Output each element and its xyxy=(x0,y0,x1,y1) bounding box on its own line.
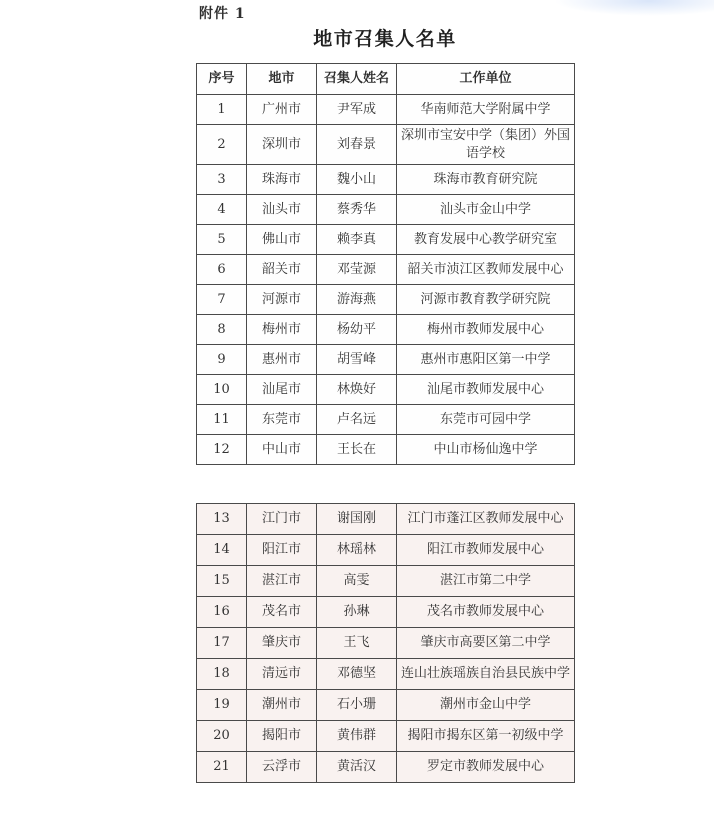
table-row xyxy=(197,690,575,721)
cell-unit: 惠州市惠阳区第一中学 xyxy=(397,345,575,375)
cell-name: 林焕好 xyxy=(317,375,397,405)
cell-city: 清远市 xyxy=(247,659,317,690)
cell-no: 17 xyxy=(197,628,247,659)
table-header-row xyxy=(197,64,575,95)
cell-unit: 汕头市金山中学 xyxy=(397,195,575,225)
header-cell-no: 序号 xyxy=(197,64,247,95)
cell-name: 卢名远 xyxy=(317,405,397,435)
cell-name: 刘春景 xyxy=(317,125,397,165)
cell-unit: 潮州市金山中学 xyxy=(397,690,575,721)
cell-unit: 华南师范大学附属中学 xyxy=(397,95,575,125)
cell-name: 杨幼平 xyxy=(317,315,397,345)
cell-no: 6 xyxy=(197,255,247,285)
cell-no: 16 xyxy=(197,597,247,628)
table-row xyxy=(197,125,575,165)
cell-unit: 河源市教育教学研究院 xyxy=(397,285,575,315)
cell-unit: 中山市杨仙逸中学 xyxy=(397,435,575,465)
table-row xyxy=(197,255,575,285)
cell-no: 19 xyxy=(197,690,247,721)
cell-unit: 梅州市教师发展中心 xyxy=(397,315,575,345)
table-row xyxy=(197,195,575,225)
table-row xyxy=(197,345,575,375)
cell-city: 阳江市 xyxy=(247,535,317,566)
cell-no: 8 xyxy=(197,315,247,345)
header-cell-name: 召集人姓名 xyxy=(317,64,397,95)
cell-city: 韶关市 xyxy=(247,255,317,285)
cell-no: 4 xyxy=(197,195,247,225)
cell-city: 河源市 xyxy=(247,285,317,315)
cell-name: 邓德坚 xyxy=(317,659,397,690)
cell-no: 14 xyxy=(197,535,247,566)
cell-unit: 罗定市教师发展中心 xyxy=(397,752,575,783)
cell-unit: 深圳市宝安中学（集团）外国语学校 xyxy=(397,125,575,165)
cell-name: 谢国刚 xyxy=(317,504,397,535)
cell-city: 肇庆市 xyxy=(247,628,317,659)
cell-city: 揭阳市 xyxy=(247,721,317,752)
cell-name: 魏小山 xyxy=(317,165,397,195)
cell-name: 林瑶林 xyxy=(317,535,397,566)
cell-city: 东莞市 xyxy=(247,405,317,435)
cell-city: 广州市 xyxy=(247,95,317,125)
table-row xyxy=(197,165,575,195)
cell-city: 汕头市 xyxy=(247,195,317,225)
convener-table-section-2 xyxy=(196,503,575,783)
table-row xyxy=(197,504,575,535)
table-row xyxy=(197,535,575,566)
cell-no: 15 xyxy=(197,566,247,597)
page-title: 地市召集人名单 xyxy=(313,28,457,50)
cell-no: 11 xyxy=(197,405,247,435)
cell-name: 胡雪峰 xyxy=(317,345,397,375)
table-row xyxy=(197,315,575,345)
cell-city: 中山市 xyxy=(247,435,317,465)
cell-no: 5 xyxy=(197,225,247,255)
cell-no: 12 xyxy=(197,435,247,465)
cell-city: 佛山市 xyxy=(247,225,317,255)
table-row xyxy=(197,435,575,465)
cell-no: 21 xyxy=(197,752,247,783)
cell-unit: 教育发展中心教学研究室 xyxy=(397,225,575,255)
cell-name: 王长在 xyxy=(317,435,397,465)
cell-unit: 湛江市第二中学 xyxy=(397,566,575,597)
cell-no: 7 xyxy=(197,285,247,315)
cell-unit: 肇庆市高要区第二中学 xyxy=(397,628,575,659)
cell-city: 梅州市 xyxy=(247,315,317,345)
header-cell-unit: 工作单位 xyxy=(397,64,575,95)
table-row xyxy=(197,566,575,597)
cell-name: 赖李真 xyxy=(317,225,397,255)
cell-no: 18 xyxy=(197,659,247,690)
cell-name: 石小珊 xyxy=(317,690,397,721)
header-cell-city: 地市 xyxy=(247,64,317,95)
table-row xyxy=(197,721,575,752)
attachment-label: 附件 1 xyxy=(199,6,246,22)
cell-city: 江门市 xyxy=(247,504,317,535)
cell-name: 黄活汉 xyxy=(317,752,397,783)
cell-unit: 连山壮族瑶族自治县民族中学 xyxy=(397,659,575,690)
cell-no: 3 xyxy=(197,165,247,195)
cell-city: 珠海市 xyxy=(247,165,317,195)
convener-table-section-1 xyxy=(196,63,575,465)
table-row xyxy=(197,659,575,690)
cell-unit: 江门市蓬江区教师发展中心 xyxy=(397,504,575,535)
cell-no: 20 xyxy=(197,721,247,752)
cell-name: 邓莹源 xyxy=(317,255,397,285)
scan-artifact xyxy=(554,0,714,16)
cell-no: 13 xyxy=(197,504,247,535)
cell-unit: 汕尾市教师发展中心 xyxy=(397,375,575,405)
cell-city: 潮州市 xyxy=(247,690,317,721)
cell-city: 汕尾市 xyxy=(247,375,317,405)
cell-name: 高雯 xyxy=(317,566,397,597)
table-row xyxy=(197,752,575,783)
cell-city: 茂名市 xyxy=(247,597,317,628)
table-row xyxy=(197,405,575,435)
table-row xyxy=(197,285,575,315)
cell-name: 王飞 xyxy=(317,628,397,659)
cell-unit: 韶关市浈江区教师发展中心 xyxy=(397,255,575,285)
cell-unit: 珠海市教育研究院 xyxy=(397,165,575,195)
table-row xyxy=(197,95,575,125)
cell-no: 9 xyxy=(197,345,247,375)
cell-unit: 阳江市教师发展中心 xyxy=(397,535,575,566)
cell-name: 尹军成 xyxy=(317,95,397,125)
table-row xyxy=(197,375,575,405)
cell-name: 孙琳 xyxy=(317,597,397,628)
cell-no: 10 xyxy=(197,375,247,405)
cell-city: 深圳市 xyxy=(247,125,317,165)
table-row xyxy=(197,628,575,659)
cell-unit: 揭阳市揭东区第一初级中学 xyxy=(397,721,575,752)
cell-name: 蔡秀华 xyxy=(317,195,397,225)
cell-name: 游海燕 xyxy=(317,285,397,315)
cell-no: 2 xyxy=(197,125,247,165)
cell-city: 湛江市 xyxy=(247,566,317,597)
cell-city: 云浮市 xyxy=(247,752,317,783)
cell-city: 惠州市 xyxy=(247,345,317,375)
table-row xyxy=(197,597,575,628)
cell-name: 黄伟群 xyxy=(317,721,397,752)
cell-unit: 东莞市可园中学 xyxy=(397,405,575,435)
table-row xyxy=(197,225,575,255)
cell-unit: 茂名市教师发展中心 xyxy=(397,597,575,628)
cell-no: 1 xyxy=(197,95,247,125)
